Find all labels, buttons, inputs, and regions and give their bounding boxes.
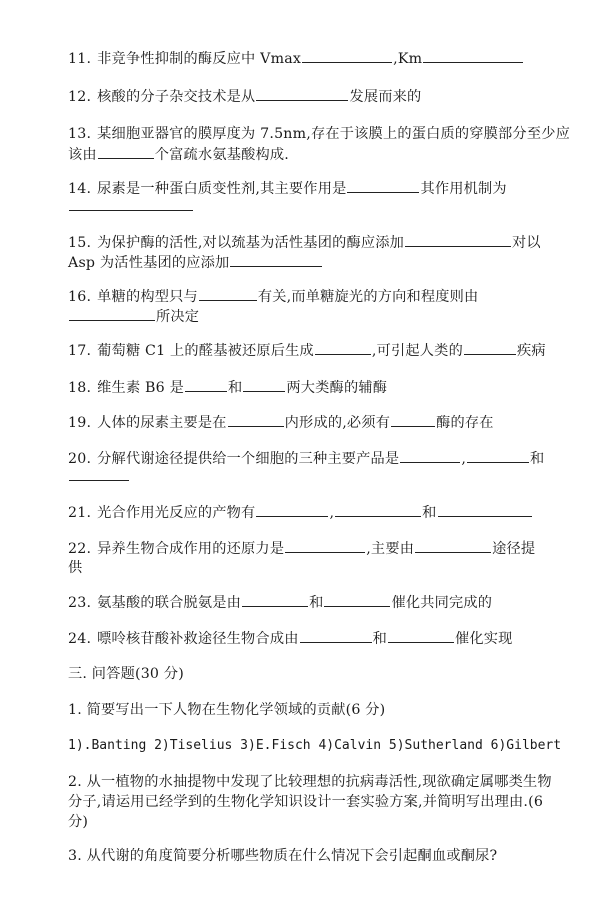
question-24: 24. 嘌呤核苷酸补救途径生物合成由 和 催化实现 [68,628,575,649]
question-21: 21. 光合作用光反应的产物有 , 和 [68,502,575,523]
question-14: 14. 尿素是一种蛋白质变性剂,其主要作用是 其作用机制为 [68,178,575,199]
answer-blank[interactable] [467,448,529,463]
question-13: 13. 某细胞亚器官的膜厚度为 7.5nm,存在于该膜上的蛋白质的穿膜部分至少应 [68,126,570,142]
answer-blank[interactable] [199,286,257,301]
answer-blank[interactable] [69,306,155,321]
answer-blank[interactable] [335,502,421,517]
answer-blank[interactable] [388,628,454,643]
essay-question-1: 1. 简要写出一下人物在生物化学领域的贡献(6 分) [68,702,386,718]
answer-blank[interactable] [400,448,460,463]
question-16-cont: 所决定 [68,306,575,327]
answer-blank[interactable] [423,48,523,63]
section-heading: 三. 问答题(30 分) [68,666,184,682]
question-15-cont: Asp 为活性基团的应添加 [68,252,575,273]
answer-blank[interactable] [300,628,372,643]
answer-blank[interactable] [315,340,371,355]
answer-blank[interactable] [242,592,308,607]
answer-blank[interactable] [256,86,348,101]
answer-blank[interactable] [98,144,154,159]
question-17: 17. 葡萄糖 C1 上的醛基被还原后生成 ,可引起人类的 疾病 [68,340,575,361]
answer-blank[interactable] [230,252,322,267]
essay-question-2-line2: 分子,请运用已经学到的生物化学知识设计一套实验方案,并简明写出理由.(6 [68,794,544,810]
answer-blank[interactable] [464,340,516,355]
question-11: 11. 非竞争性抑制的酶反应中 Vmax ,Km [68,48,575,69]
question-18: 18. 维生素 B6 是 和 两大类酶的辅酶 [68,377,575,398]
essay-question-2: 2. 从一植物的水抽提物中发现了比较理想的抗病毒活性,现欲确定属哪类生物 [68,774,552,790]
answer-blank[interactable] [243,377,285,392]
question-22: 22. 异养生物合成作用的还原力是 ,主要由 途径提 [68,538,575,559]
answer-blank[interactable] [256,502,328,517]
question-13-cont: 该由 个富疏水氨基酸构成. [68,144,575,165]
question-16: 16. 单糖的构型只与 有关,而单糖旋光的方向和程度则由 [68,286,575,307]
answer-blank[interactable] [69,196,193,211]
essay-question-2-line3: 分) [68,814,89,830]
question-12: 12. 核酸的分子杂交技术是从 发展而来的 [68,86,575,107]
essay-question-3: 3. 从代谢的角度简要分析哪些物质在什么情况下会引起酮血或酮尿? [68,848,498,864]
answer-blank[interactable] [391,412,435,427]
answer-blank[interactable] [438,502,532,517]
essay-question-1-people: 1).Banting 2)Tiselius 3)E.Fisch 4)Calvin 5)Sutherland 6)Gilbert [68,738,562,753]
answer-blank[interactable] [185,377,227,392]
question-19: 19. 人体的尿素主要是在 内形成的,必须有 酶的存在 [68,412,575,433]
answer-blank[interactable] [415,538,491,553]
question-15: 15. 为保护酶的活性,对以巯基为活性基团的酶应添加 对以 [68,232,575,253]
answer-blank[interactable] [228,412,284,427]
answer-blank[interactable] [347,178,419,193]
answer-blank[interactable] [405,232,511,247]
question-20-cont [68,466,575,487]
answer-blank[interactable] [324,592,390,607]
question-23: 23. 氨基酸的联合脱氨是由 和 催化共同完成的 [68,592,575,613]
question-14-cont [68,196,575,217]
question-22-cont: 供 [68,560,83,576]
answer-blank[interactable] [302,48,392,63]
answer-blank[interactable] [285,538,365,553]
answer-blank[interactable] [69,466,129,481]
question-20: 20. 分解代谢途径提供给一个细胞的三种主要产品是 , 和 [68,448,575,469]
